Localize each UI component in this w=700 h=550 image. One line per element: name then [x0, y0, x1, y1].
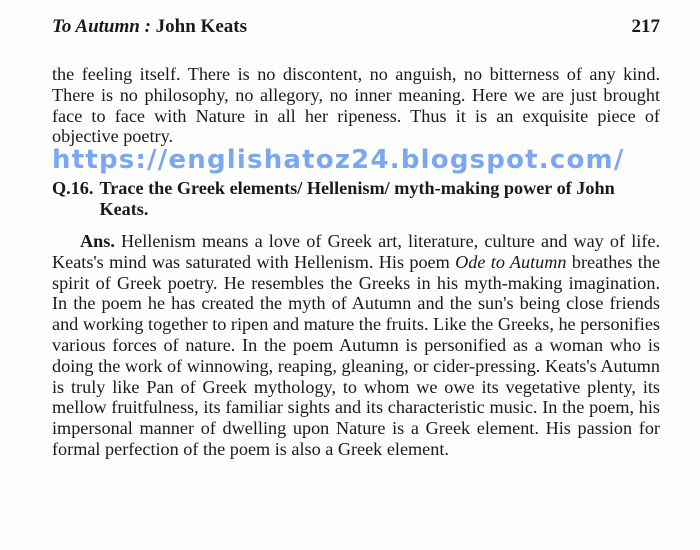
answer-paragraph: [52, 231, 660, 460]
answer-label: Ans.: [80, 231, 115, 251]
question-heading: [52, 178, 660, 220]
running-title-author: John Keats: [155, 16, 247, 37]
question-text: Trace the Greek elements/ Hellenism/ myth-making power of John Keats.: [99, 178, 615, 219]
running-title: [52, 16, 247, 38]
poem-title: Ode to Autumn: [455, 251, 567, 272]
paragraph-continuation: the feeling itself. There is no discontent, no anguish, no bitterness of any kind. There is no philosophy, no allegory, no inner meaning. Here we are just brought face to face with Nature in all her ripeness. Thus it is an exquisite piece of objective poetry.: [52, 64, 660, 147]
page-header: [52, 16, 660, 42]
answer-text-part-1: Hellenism means a love of Greek art, literature, culture and way of life. Keats's mind was saturated with Hellenism. His poem: [52, 231, 660, 272]
running-title-poem: To Autumn :: [52, 16, 151, 37]
watermark-url: https://englishatoz24.blogspot.com/: [52, 145, 625, 175]
answer-text-part-2: breathes the spirit of Greek poetry. He resembles the Greeks in his myth-making imagination. In the poem he has created the myth of Autumn and the sun's being close friends and working together to ripen and mature the fruits. Like the Greeks, he personifies various forces of nature. In the poem Autumn is personified as a woman who is doing the work of winnowing, reaping, gleaning, or cider-pressing. Keats's Autumn is truly like Pan of Greek mythology, to whom we owe its vegetative plenty, its mellow fruitfulness, its familiar sights and its characteristic music. In the poem, his impersonal manner of dwelling upon Nature is a Greek element. His passion for formal perfection of the poem is also a Greek element.: [52, 251, 661, 459]
question-label: Q.16.: [52, 178, 94, 198]
page-number: 217: [631, 16, 660, 37]
